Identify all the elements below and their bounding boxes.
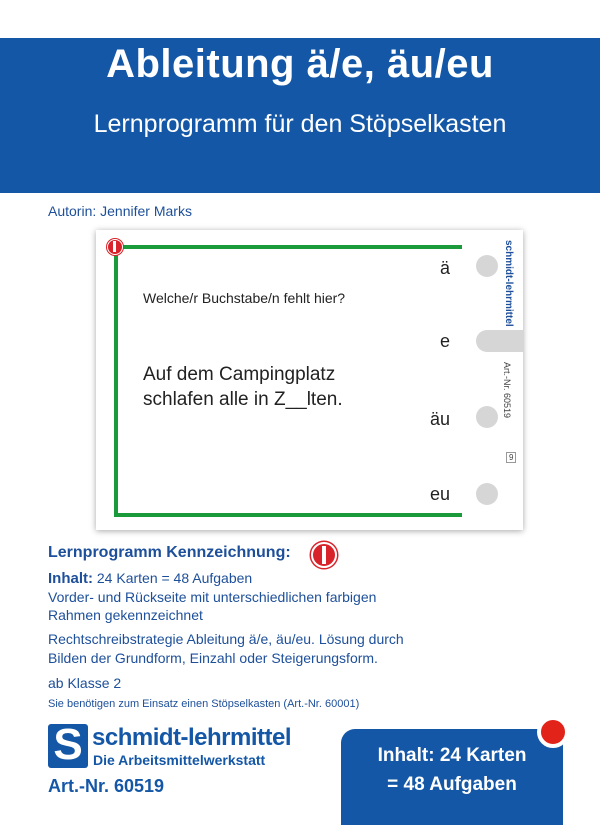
option-3: äu [430,409,451,429]
card-number: 9 [506,452,516,463]
page-title: Ableitung ä/e, äu/eu [106,42,494,86]
badge-line1: Inhalt: 24 Karten [377,745,527,766]
brand-tagline: Die Arbeitsmittelwerkstatt [93,752,266,768]
card-task-line2: schlafen alle in Z__lten. [143,389,343,410]
peg-hole [476,255,498,277]
card-side-art-nr: Art.-Nr. 60519 [502,362,512,419]
inhalt-line [48,570,252,587]
author-label: Autorin: Jennifer Marks [48,203,192,219]
card-frame-bottom [114,513,462,517]
inhalt-label: Inhalt: [48,570,93,587]
card-question: Welche/r Buchstabe/n fehlt hier? [143,290,346,306]
inhalt-value: 24 Karten = 48 Aufgaben [96,570,253,586]
card-task-line1: Auf dem Campingplatz [143,364,336,385]
grade-label: ab Klasse 2 [48,675,122,691]
peg-hole [476,406,498,428]
page-subtitle: Lernprogramm für den Stöpselkasten [93,110,507,138]
brand-logo: S [48,724,88,768]
card-task [143,362,343,412]
kennzeichnung-marker-icon [311,542,337,568]
option-2: e [440,331,451,351]
card-side-brand: schmidt-lehrmittel [503,240,514,327]
sample-card [96,230,523,530]
badge-line2: = 48 Aufgaben [387,774,517,795]
badge-dot-icon [537,716,569,748]
desc-line1: Vorder- und Rückseite mit unterschiedlichen farbigen [48,589,377,605]
card-frame-top [114,245,462,249]
requirement-note: Sie benötigen zum Einsatz einen Stöpselkasten (Art.-Nr. 60001) [48,698,360,710]
option-4: eu [430,484,451,504]
desc-line2: Rahmen gekennzeichnet [48,607,203,623]
peg-hole [476,483,498,505]
article-number: Art.-Nr. 60519 [48,776,165,796]
card-marker-icon [107,239,123,255]
kennzeichnung-label: Lernprogramm Kennzeichnung: [48,544,291,561]
option-1: ä [440,258,451,278]
strategy-line2: Bilden der Grundform, Einzahl oder Steigerungsform. [48,650,378,666]
strategy-line1: Rechtschreibstrategie Ableitung ä/e, äu/eu. Lösung durch [48,631,404,647]
brand-name: schmidt-lehrmittel [92,724,292,751]
card-frame-left [114,245,118,517]
